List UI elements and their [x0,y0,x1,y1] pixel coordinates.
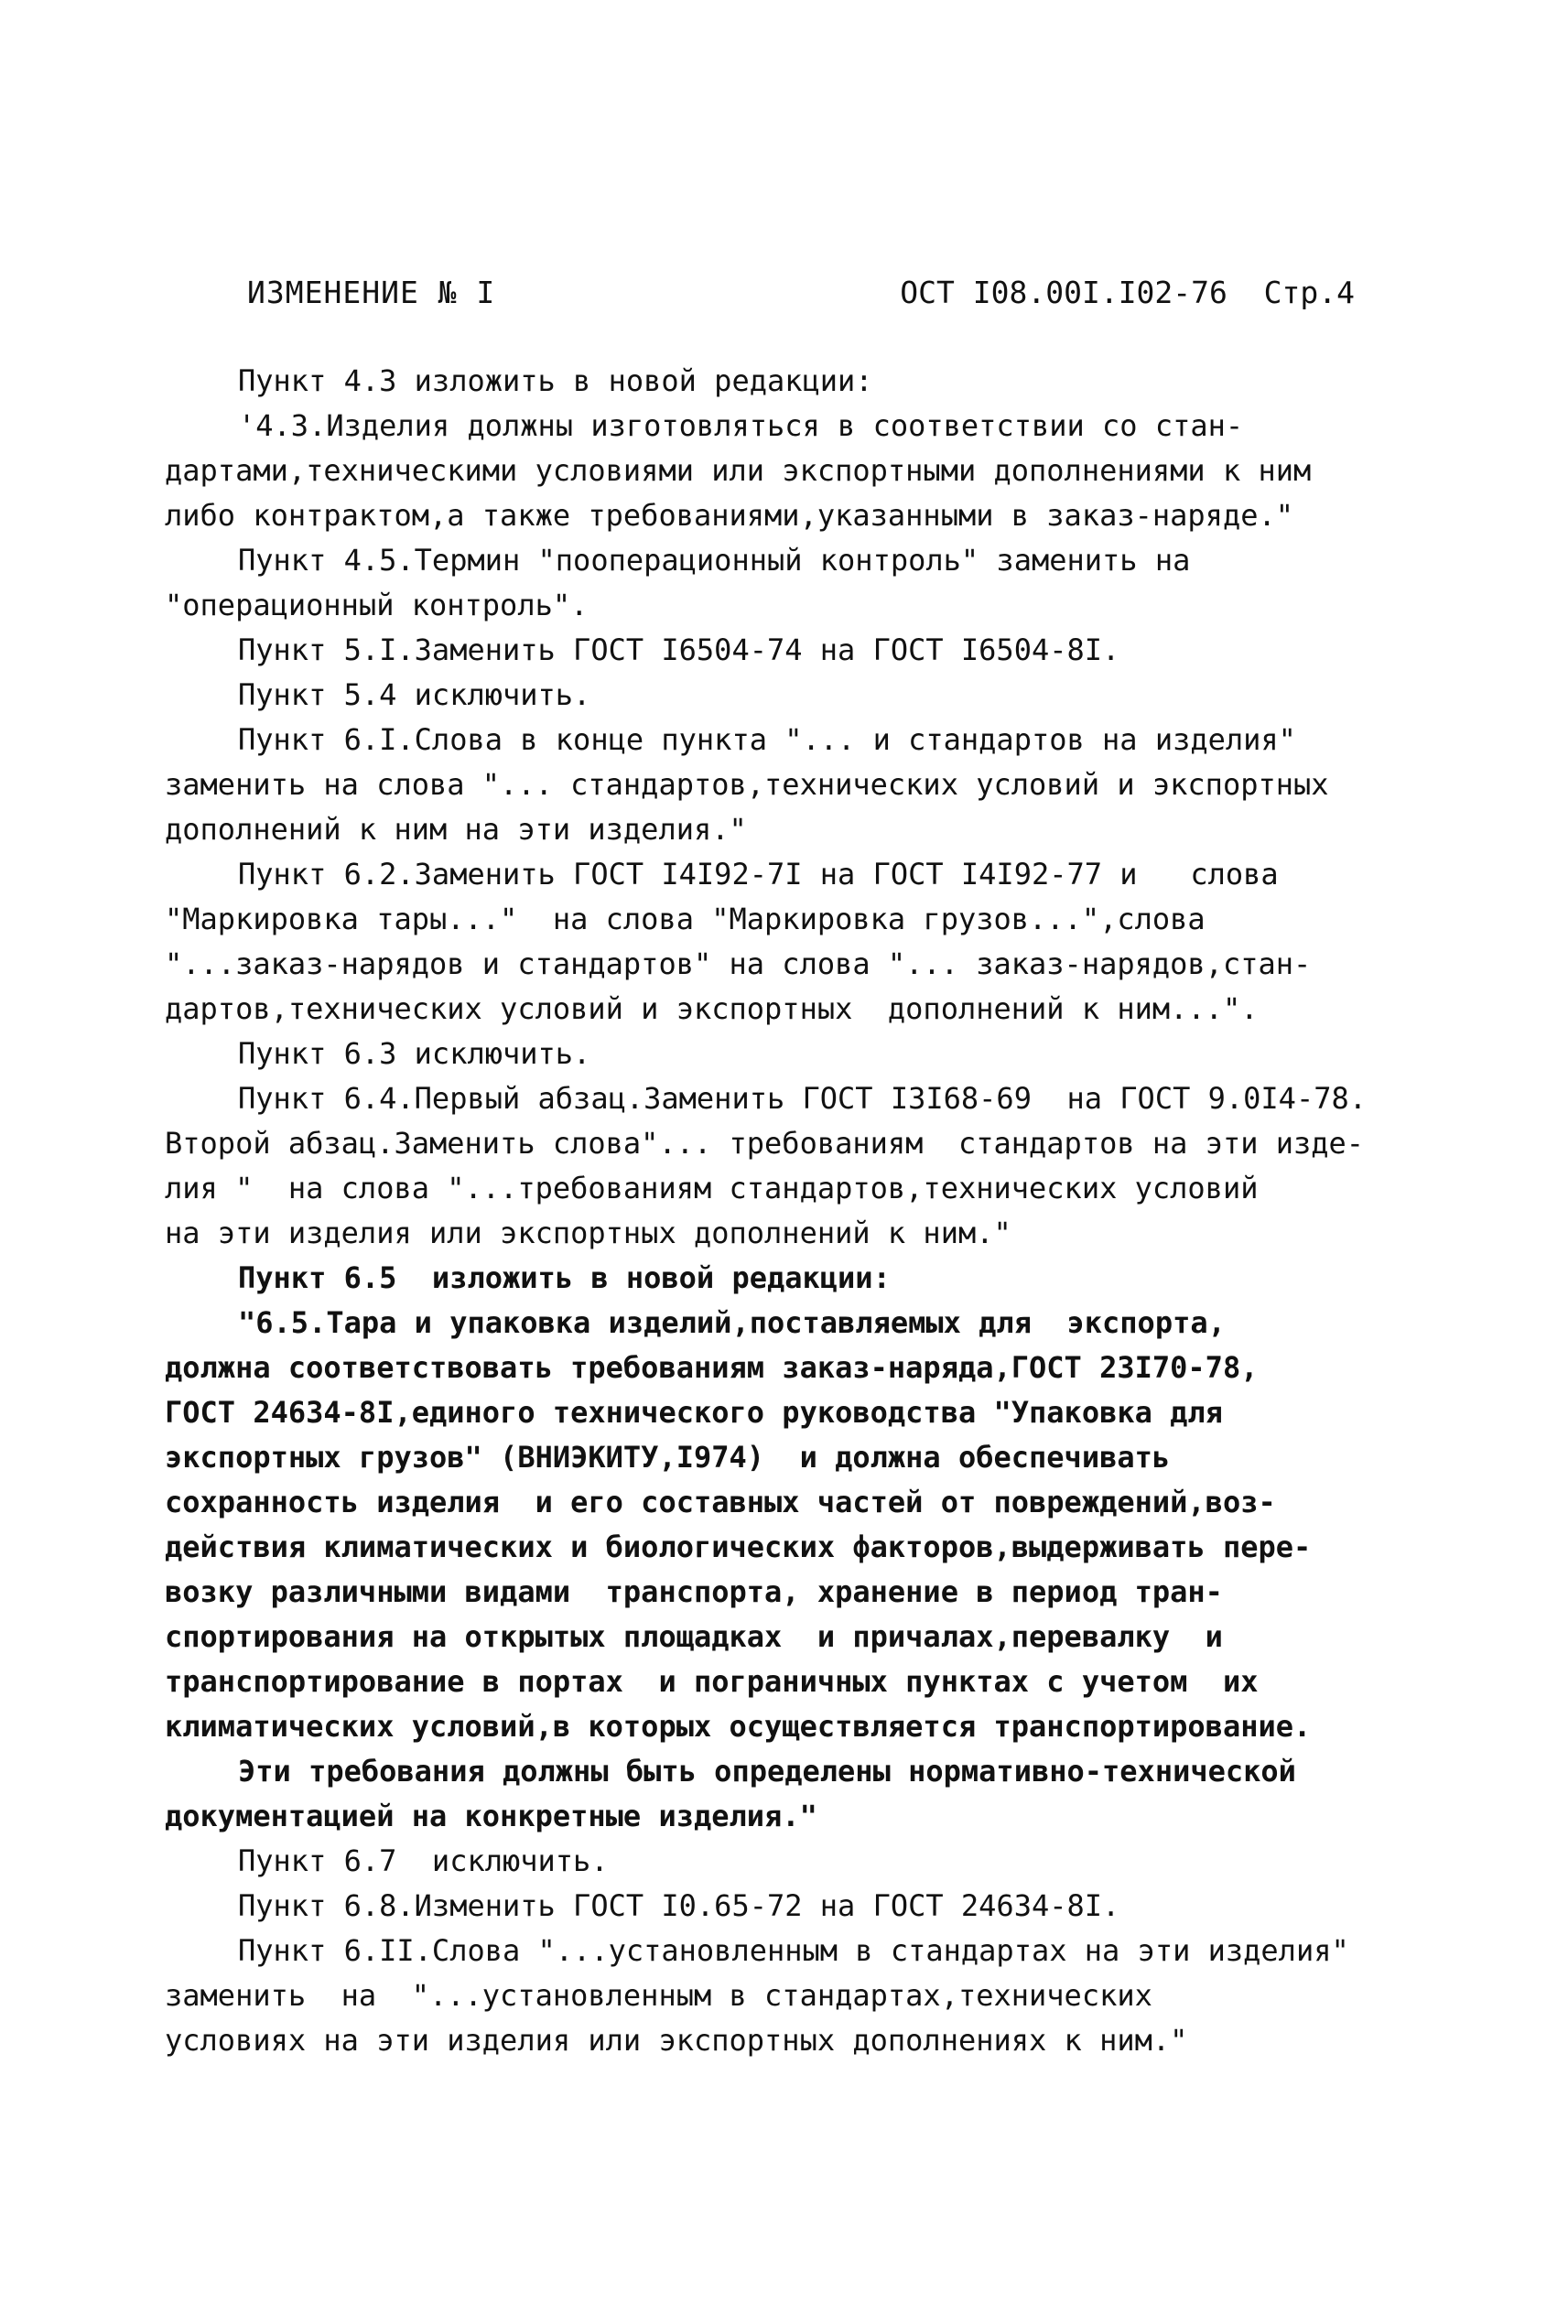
page-number: Стр.4 [1263,275,1355,310]
text-line: лия " на слова "...требованиям стандартов,технических условий [165,1171,1259,1205]
text-line: Пункт 6.8.Изменить ГОСТ I0.65-72 на ГОСТ 24634-8I. [238,1888,1120,1923]
text-line: возку различными видами транспорта, хранение в период тран- [165,1574,1223,1609]
text-line: Пункт 6.2.Заменить ГОСТ I4I92-7I на ГОСТ I4I92-77 и слова [238,857,1279,892]
text-line: спортирования на открытых площадках и причалах,перевалку и [165,1619,1223,1654]
text-line: "6.5.Тара и упаковка изделий,поставляемых для экспорта, [238,1305,1226,1340]
text-line: "операционный контроль". [165,588,589,622]
text-line: Эти требования должны быть определены нормативно-технической [238,1754,1296,1789]
text-line: Пункт 6.I.Слова в конце пункта "... и стандартов на изделия" [238,722,1296,757]
document-number: ОСТ I08.00I.I02-76 [900,275,1227,310]
text-line: климатических условий,в которых осуществляется транспортирование. [165,1709,1312,1744]
text-line: Пункт 5.I.Заменить ГОСТ I6504-74 на ГОСТ I6504-8I. [238,632,1120,667]
text-line: экспортных грузов" (ВНИЭКИТУ,I974) и должна обеспечивать [165,1440,1171,1475]
text-line: Пункт 6.5 изложить в новой редакции: [238,1260,891,1295]
text-line: дартов,технических условий и экспортных дополнений к ним...". [165,991,1259,1026]
text-line: заменить на слова "... стандартов,технических условий и экспортных [165,767,1329,802]
text-line: "...заказ-нарядов и стандартов" на слова "... заказ-нарядов,стан- [165,946,1312,981]
page-header [247,270,1355,316]
text-line: дополнений к ним на эти изделия." [165,812,747,847]
text-line: '4.3.Изделия должны изготовляться в соответствии со стан- [238,408,1244,443]
text-line: Пункт 6.7 исключить. [238,1843,609,1878]
text-line: Пункт 6.II.Слова "...установленным в стандартах на эти изделия" [238,1933,1349,1968]
text-line: действия климатических и биологических факторов,выдерживать пере- [165,1530,1312,1564]
text-line: должна соответствовать требованиям заказ-наряда,ГОСТ 23I70-78, [165,1350,1259,1385]
text-line: дартами,техническими условиями или экспортными дополнениями к ним [165,453,1312,488]
text-line: Второй абзац.Заменить слова"... требованиям стандартов на эти изде- [165,1126,1365,1161]
change-notice-label: ИЗМЕНЕНИЕ № I [247,275,496,310]
text-line: "Маркировка тары..." на слова "Маркировка грузов...",слова [165,902,1206,936]
header-doc-ref [900,270,1355,316]
text-line: транспортирование в портах и пограничных пунктах с учетом их [165,1664,1259,1699]
text-line: документацией на конкретные изделия." [165,1799,817,1833]
text-line: сохранность изделия и его составных частей от повреждений,воз- [165,1485,1276,1519]
text-line: Пункт 6.3 исключить. [238,1036,591,1071]
text-line: заменить на "...установленным в стандартах,технических [165,1978,1152,2013]
text-line: Пункт 4.5.Термин "пооперационный контроль" заменить на [238,543,1191,578]
text-line: Пункт 5.4 исключить. [238,677,591,712]
text-line: на эти изделия или экспортных дополнений к ним." [165,1216,1011,1250]
text-line: ГОСТ 24634-8I,единого технического руководства "Упаковка для [165,1395,1223,1430]
document-body [165,359,1428,2063]
text-line: либо контрактом,а также требованиями,указанными в заказ-наряде." [165,498,1293,533]
text-line: Пункт 6.4.Первый абзац.Заменить ГОСТ I3I68-69 на ГОСТ 9.0I4-78. [238,1081,1367,1116]
text-line: условиях на эти изделия или экспортных дополнениях к ним." [165,2023,1188,2058]
text-line: Пункт 4.3 изложить в новой редакции: [238,363,873,398]
